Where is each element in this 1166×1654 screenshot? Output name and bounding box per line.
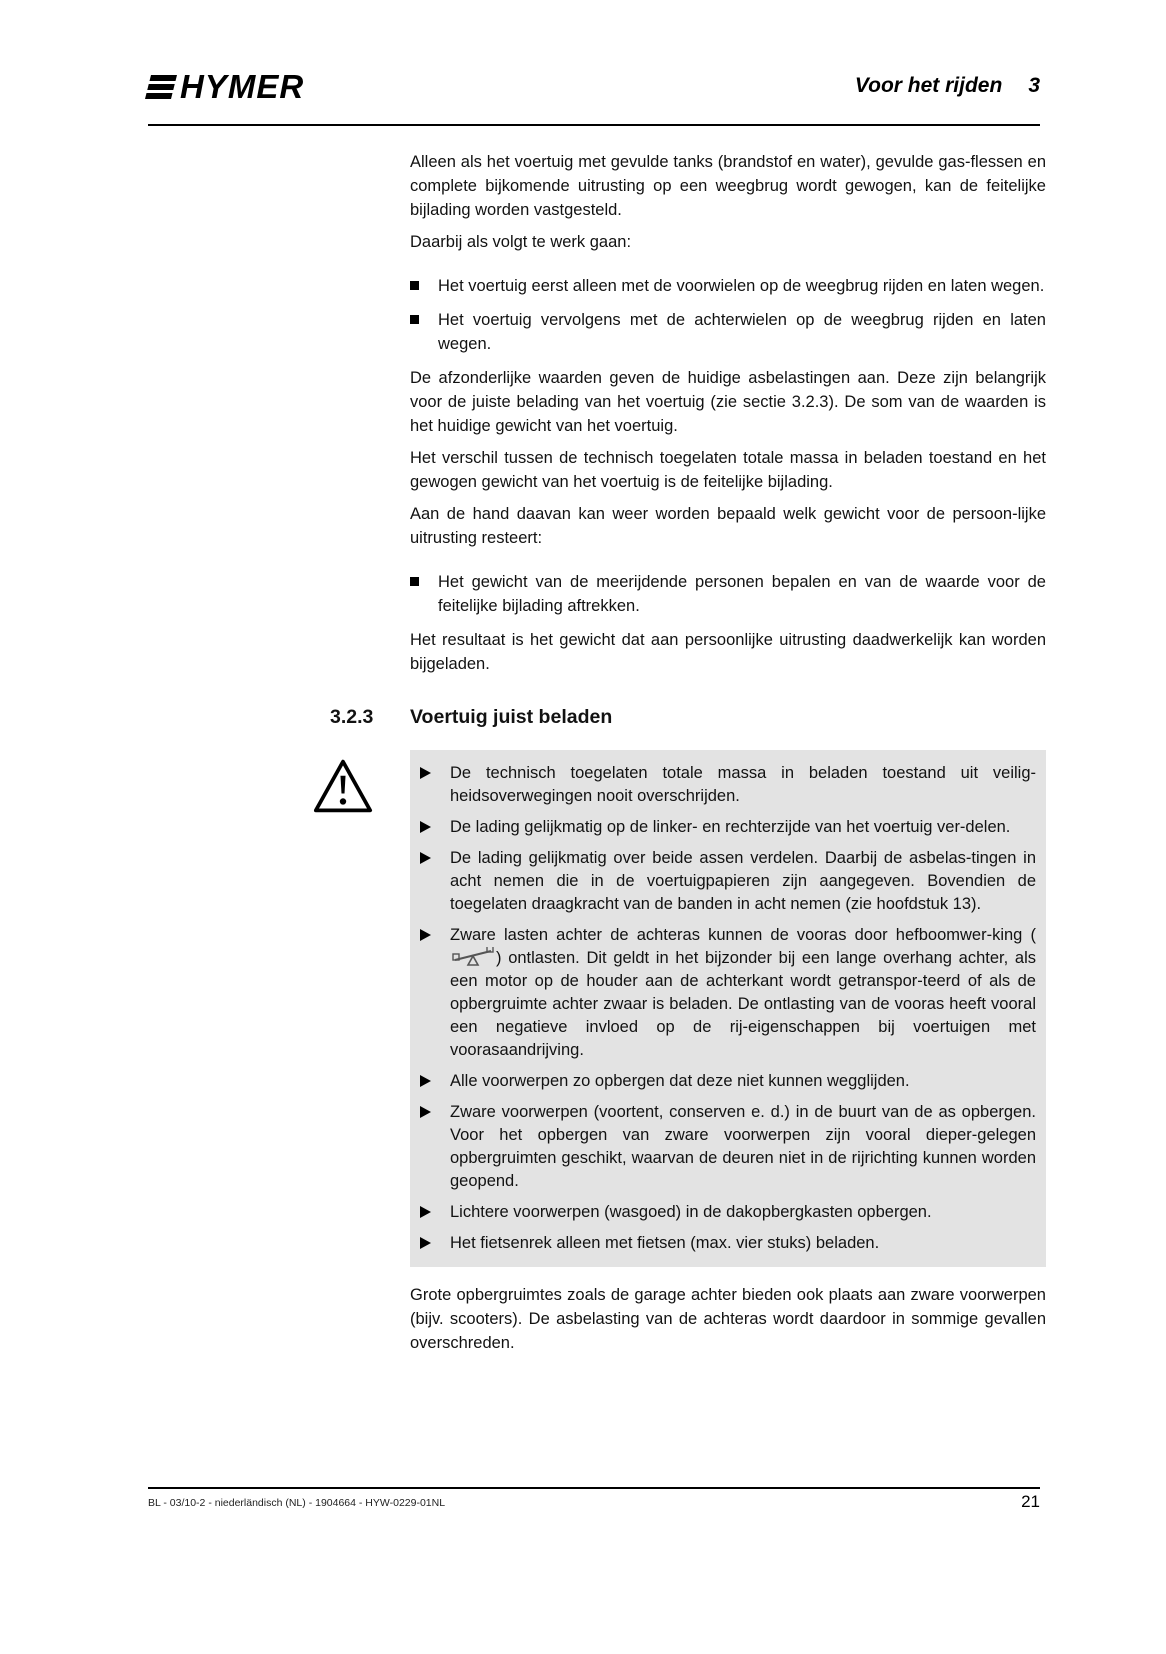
body-paragraph: Het resultaat is het gewicht dat aan persoonlijke uitrusting daadwerkelijk kan worden bijgeladen. xyxy=(410,631,1046,673)
body-column xyxy=(330,150,1046,1363)
triangle-bullet-icon xyxy=(420,1070,450,1093)
chapter-title: Voor het rijden xyxy=(854,74,1003,97)
warning-item xyxy=(420,924,1036,1062)
warning-item-text-after: ) ontlasten. Dit geldt in het bijzonder bij een lange overhang achter, als een motor op de houder aan de achterkant wordt getranspor-teerd of als de opbergruimte achter zwaar is beladen. De ontlasting van de vooras heeft vooral een negatieve invloed op de rij-eigenschappen bij voertuigen met voorasaandrijving. xyxy=(450,949,1036,1059)
warning-item xyxy=(420,1101,1036,1193)
triangle-bullet-icon xyxy=(420,1101,450,1193)
triangle-bullet-icon xyxy=(420,816,450,839)
body-paragraph: Aan de hand daavan kan weer worden bepaald welk gewicht voor de persoon-lijke uitrusting resteert: xyxy=(410,505,1046,547)
warning-item xyxy=(420,847,1036,916)
triangle-bullet-icon xyxy=(420,1232,450,1255)
body-paragraph: De afzonderlijke waarden geven de huidige asbelastingen aan. Deze zijn belangrijk voor de juiste belading van het voertuig (zie sectie 3.2.3). De som van de waarden is het huidige gewicht van het voertuig. xyxy=(410,369,1046,435)
warning-item-text: Zware voorwerpen (voortent, conserven e. d.) in de buurt van de as opbergen. Voor het opbergen van zware voorwerpen zijn vooral dieper-gelegen opbergruimten geschikt, waarvan de deuren niet in de rijrichting kunnen worden geopend. xyxy=(450,1103,1036,1190)
warning-item-text: Lichtere voorwerpen (wasgoed) in de dakopbergkasten opbergen. xyxy=(450,1203,932,1221)
footer-rule xyxy=(148,1487,1040,1489)
warning-item-text: De lading gelijkmatig over beide assen verdelen. Daarbij de asbelas-tingen in acht nemen die in de voertuigpapieren zijn aangegeven. Bovendien de toegelaten draagkracht van de banden in acht nemen (zie hoofdstuk 13). xyxy=(450,849,1036,913)
square-bullet-icon xyxy=(410,570,438,618)
hymer-logo xyxy=(148,68,304,106)
footer-page-number: 21 xyxy=(1021,1492,1040,1511)
body-paragraph: Het verschil tussen de technisch toegelaten totale massa in beladen toestand en het gewogen gewicht van het voertuig is de feitelijke bijlading. xyxy=(410,449,1046,491)
section-heading xyxy=(330,704,1046,730)
bullet-text: Het gewicht van de meerijdende personen bepalen en van de waarde voor de feitelijke bijlading aftrekken. xyxy=(438,573,1046,615)
square-bullet-icon xyxy=(410,308,438,356)
warning-item xyxy=(420,1070,1036,1093)
warning-item xyxy=(420,816,1036,839)
warning-item-text xyxy=(450,924,1036,1062)
warning-item xyxy=(420,1232,1036,1255)
triangle-bullet-icon xyxy=(420,847,450,916)
triangle-bullet-icon xyxy=(420,1201,450,1224)
warning-item xyxy=(420,1201,1036,1224)
warning-item-text: Alle voorwerpen zo opbergen dat deze niet kunnen wegglijden. xyxy=(450,1072,910,1090)
header-rule xyxy=(148,124,1040,126)
chapter-number: 3 xyxy=(1028,74,1040,97)
section-title: Voertuig juist beladen xyxy=(410,706,613,728)
warning-section xyxy=(410,750,1046,1267)
square-bullet-item xyxy=(410,570,1046,618)
warning-item xyxy=(420,762,1036,808)
body-paragraph: Alleen als het voertuig met gevulde tanks (brandstof en water), gevulde gas-flessen en complete bijkomende uitrusting op een weegbrug wordt gewogen, kan de feitelijke bijlading worden vastgesteld. xyxy=(410,153,1046,219)
warning-item-text: Het fietsenrek alleen met fietsen (max. vier stuks) beladen. xyxy=(450,1234,880,1252)
body-paragraph: Daarbij als volgt te werk gaan: xyxy=(410,233,632,251)
seesaw-icon xyxy=(452,947,494,967)
warning-item-text: De lading gelijkmatig op de linker- en rechterzijde van het voertuig ver-delen. xyxy=(450,818,1011,836)
square-bullet-icon xyxy=(410,274,438,298)
square-bullet-item xyxy=(410,308,1046,356)
square-bullet-item xyxy=(410,274,1046,298)
section-number: 3.2.3 xyxy=(330,706,374,728)
warning-triangle-icon xyxy=(313,758,373,814)
bullet-text: Het voertuig eerst alleen met de voorwielen op de weegbrug rijden en laten wegen. xyxy=(438,277,1045,295)
closing-paragraph: Grote opbergruimtes zoals de garage achter bieden ook plaats aan zware voorwerpen (bijv. scooters). De asbelasting van de achteras wordt daardoor in sommige gevallen overschreden. xyxy=(410,1286,1046,1352)
logo-text: HYMER xyxy=(180,68,305,105)
bullet-text: Het voertuig vervolgens met de achterwielen op de weegbrug rijden en laten wegen. xyxy=(438,311,1046,353)
warning-item-text-before: Zware lasten achter de achteras kunnen de vooras door hefboomwer-king ( xyxy=(450,926,1036,944)
footer-doc-code: BL - 03/10-2 - niederländisch (NL) - 1904664 - HYW-0229-01NL xyxy=(148,1497,446,1509)
warning-item-text: De technisch toegelaten totale massa in beladen toestand uit veilig-heidsoverwegingen nooit overschrijden. xyxy=(450,764,1036,805)
warning-box xyxy=(410,750,1046,1267)
triangle-bullet-icon xyxy=(420,924,450,1062)
page-header xyxy=(148,62,1040,114)
logo-bars-icon xyxy=(144,72,177,102)
chapter-heading xyxy=(855,74,1040,98)
triangle-bullet-icon xyxy=(420,762,450,808)
